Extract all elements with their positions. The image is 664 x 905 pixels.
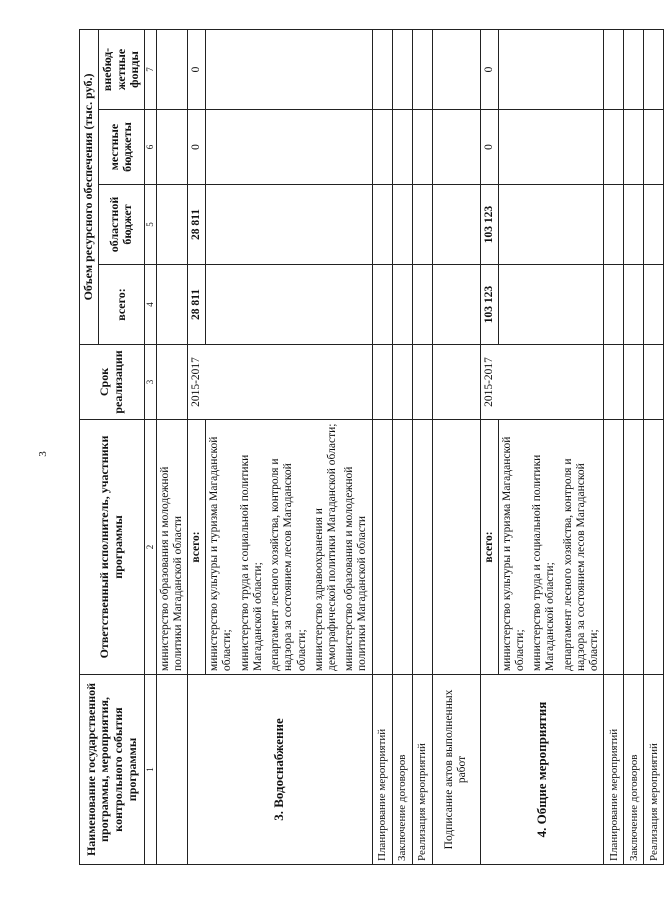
empty-cell: [624, 110, 644, 185]
section4-offbudget: 0: [480, 29, 498, 109]
page-number: 3: [36, 451, 49, 457]
event-row: [604, 29, 624, 864]
header-executor: Ответственный исполнитель, участники программы: [80, 420, 145, 675]
column-number: 4: [145, 265, 156, 345]
empty-cell: [372, 185, 392, 265]
empty-cell: [206, 185, 372, 265]
header-offbudget: внебюд-жетные фонды: [98, 29, 144, 109]
empty-cell: [392, 265, 412, 345]
empty-cell: [412, 110, 432, 185]
event-label: Подписание актов выполненных работ: [432, 675, 480, 865]
empty-cell: [392, 345, 412, 420]
header-row: [80, 29, 99, 864]
empty-cell: [412, 265, 432, 345]
section3-title: 3. Водоснабжение: [187, 675, 372, 865]
empty-cell: [498, 185, 604, 265]
event-label: Планирование мероприятий: [372, 675, 392, 865]
empty-cell: [206, 265, 372, 345]
column-number: 2: [145, 420, 156, 675]
empty-cell: [432, 185, 480, 265]
empty-cell: [206, 110, 372, 185]
section3-participants: [206, 420, 372, 675]
event-row: [624, 29, 644, 864]
header-regional: областной бюджет: [98, 185, 144, 265]
empty-cell: [604, 29, 624, 109]
event-row: [412, 29, 432, 864]
section3-total: 28 811: [187, 265, 205, 345]
event-row: [392, 29, 412, 864]
empty-cell: [644, 110, 664, 185]
empty-cell: [644, 29, 664, 109]
empty-cell: [624, 29, 644, 109]
empty-cell: [498, 29, 604, 109]
event-row: [432, 29, 480, 864]
empty-cell: [156, 675, 187, 865]
section4-participants: [498, 420, 604, 675]
empty-cell: [412, 420, 432, 675]
section3-total-row: [187, 29, 205, 864]
empty-cell: [432, 345, 480, 420]
empty-cell: [624, 420, 644, 675]
column-number: 5: [145, 185, 156, 265]
header-total: всего:: [98, 265, 144, 345]
rotated-table-container: [79, 30, 660, 865]
table-row: [156, 29, 187, 864]
column-number-row: [145, 29, 156, 864]
section3-period: 2015-2017: [187, 345, 372, 420]
empty-cell: [372, 110, 392, 185]
empty-cell: [432, 29, 480, 109]
participant-item: министерство образования и молодежной политики Магаданской области: [343, 466, 369, 671]
empty-cell: [644, 185, 664, 265]
event-row: [372, 29, 392, 864]
section3-local: 0: [187, 110, 205, 185]
empty-cell: [392, 420, 412, 675]
empty-cell: [392, 29, 412, 109]
section4-total: 103 123: [480, 265, 498, 345]
event-label: Планирование мероприятий: [604, 675, 624, 865]
participant-item: министерство труда и социальной политики Магаданской области;: [531, 454, 557, 671]
empty-cell: [156, 29, 187, 109]
empty-cell: [604, 345, 624, 420]
empty-cell: [498, 110, 604, 185]
empty-cell: [432, 265, 480, 345]
section4-total-row: [480, 29, 498, 864]
event-label: Реализация мероприятий: [644, 675, 664, 865]
participant-item: министерство культуры и туризма Магаданской области;: [208, 436, 234, 671]
empty-cell: [156, 345, 187, 420]
empty-cell: [372, 265, 392, 345]
header-name: Наименование государственной программы, мероприятия, контрольного события программы: [80, 675, 145, 865]
participant-item: министерство культуры и туризма Магаданской области;: [500, 436, 527, 671]
empty-cell: [624, 345, 644, 420]
section4-local: 0: [480, 110, 498, 185]
empty-cell: [432, 420, 480, 675]
empty-cell: [644, 265, 664, 345]
empty-cell: [412, 345, 432, 420]
empty-cell: [392, 185, 412, 265]
event-label: Заключение договоров: [392, 675, 412, 865]
empty-cell: [498, 265, 604, 345]
empty-cell: [604, 265, 624, 345]
event-label: Заключение договоров: [624, 675, 644, 865]
empty-cell: [432, 110, 480, 185]
header-local: местные бюджеты: [98, 110, 144, 185]
participant-cell: министерство образования и молодежной политики Магаданской области: [156, 420, 187, 675]
participant-item: министерство здравоохранения и демографической политики Магаданской области;: [312, 423, 338, 671]
column-number: 7: [145, 29, 156, 109]
empty-cell: [604, 420, 624, 675]
section4-regional: 103 123: [480, 185, 498, 265]
empty-cell: [206, 29, 372, 109]
section3-total-label: всего:: [187, 420, 205, 675]
section4-period: 2015-2017: [480, 345, 604, 420]
empty-cell: [372, 345, 392, 420]
section4-total-label: всего:: [480, 420, 498, 675]
header-funding: Объем ресурсного обеспечения (тыс. руб.): [80, 29, 99, 344]
empty-cell: [644, 420, 664, 675]
column-number: 1: [145, 675, 156, 865]
empty-cell: [412, 29, 432, 109]
empty-cell: [156, 265, 187, 345]
empty-cell: [624, 185, 644, 265]
empty-cell: [156, 185, 187, 265]
empty-cell: [604, 185, 624, 265]
program-resource-table: [79, 29, 664, 865]
empty-cell: [604, 110, 624, 185]
empty-cell: [392, 110, 412, 185]
empty-cell: [644, 345, 664, 420]
section3-offbudget: 0: [187, 29, 205, 109]
header-period: Срок реализации: [80, 345, 145, 420]
section3-regional: 28 811: [187, 185, 205, 265]
participant-item: департамент лесного хозяйства, контроля и надзора за состоянием лесов Магаданской области;: [269, 458, 308, 671]
section4-title: 4. Общие мероприятия: [480, 675, 604, 865]
column-number: 6: [145, 110, 156, 185]
empty-cell: [624, 265, 644, 345]
participant-item: министерство труда и социальной политики Магаданской области;: [238, 454, 264, 671]
empty-cell: [372, 29, 392, 109]
participant-item: департамент лесного хозяйства, контроля и надзора за состоянием лесов Магаданской области;: [561, 458, 601, 671]
empty-cell: [412, 185, 432, 265]
event-row: [644, 29, 664, 864]
event-label: Реализация мероприятий: [412, 675, 432, 865]
column-number: 3: [145, 345, 156, 420]
empty-cell: [372, 420, 392, 675]
empty-cell: [156, 110, 187, 185]
